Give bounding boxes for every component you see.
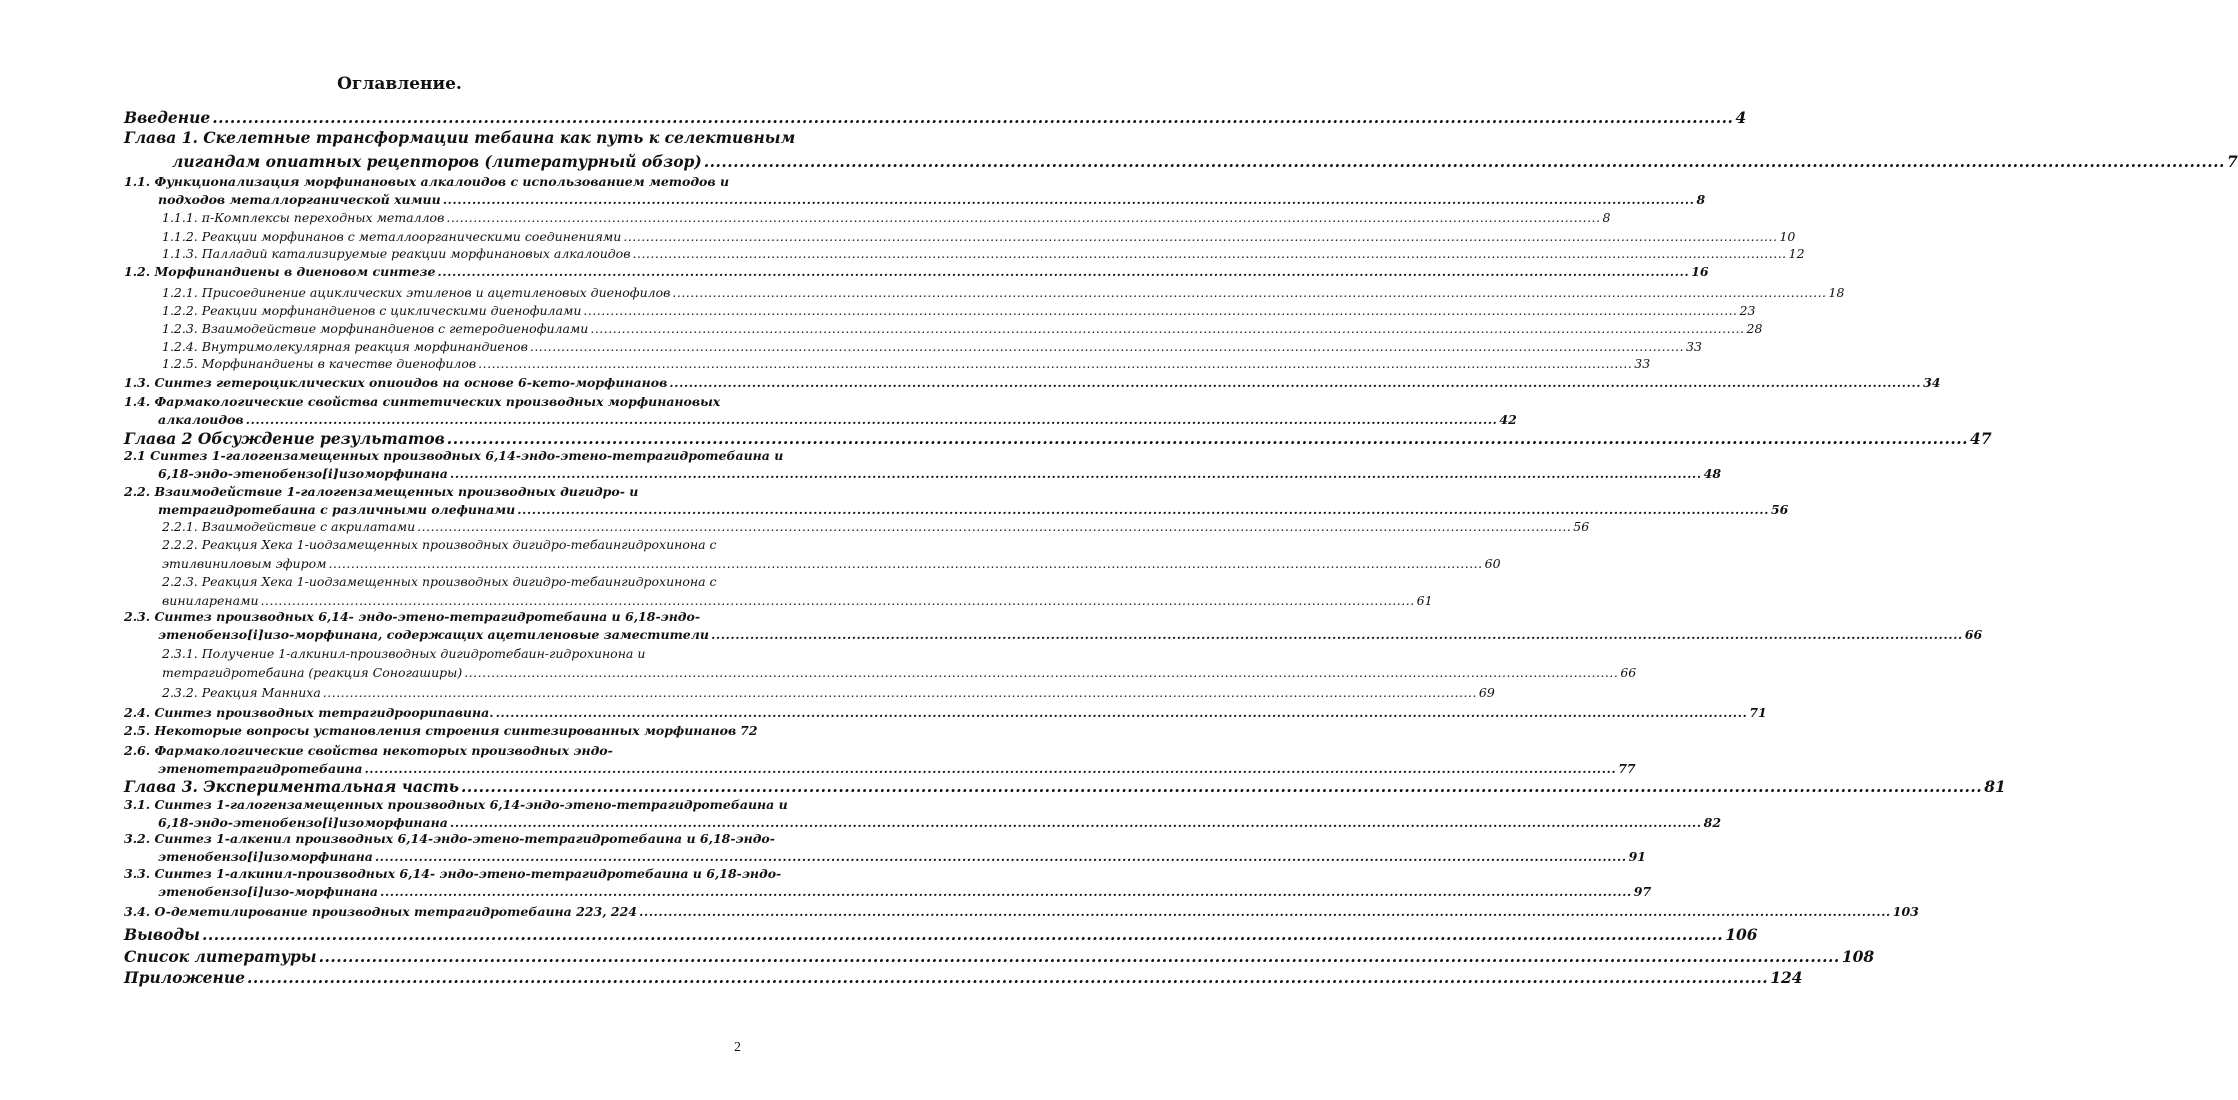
toc-entry-text: 1.3. Синтез гетероциклических опиоидов на основе 6-кето-морфинанов — [124, 375, 668, 390]
toc-entry[interactable] — [124, 866, 1652, 902]
toc-entry[interactable] — [124, 968, 1803, 992]
toc-page-number: 33 — [1686, 339, 1702, 354]
toc-page-number: 33 — [1634, 356, 1651, 371]
toc-entry-text: 3.2. Синтез 1-алкенил производных 6,14-эндо-этено-тетрагидротебаина и 6,18-эндо- — [124, 831, 775, 846]
dot-leader — [212, 108, 1733, 127]
toc-entry-text: подходов металлорганической химии — [158, 192, 441, 207]
toc-page-number: 106 — [1725, 925, 1758, 944]
dot-leader — [478, 356, 1632, 371]
toc-entry-text: 2.2.2. Реакция Хека 1-иодзамещенных производных дигидро-тебаингидрохинона с — [162, 537, 717, 552]
toc-page-number: 47 — [1970, 429, 1992, 448]
dot-leader — [461, 777, 1982, 796]
toc-entry-text: Глава 1. Скелетные трансформации тебаина как путь к селективным — [124, 128, 796, 147]
toc-page-number: 56 — [1573, 519, 1590, 534]
toc-entry-text: 1.1.1. π-Комплексы переходных металлов — [162, 210, 445, 225]
dot-leader — [639, 904, 1891, 919]
toc-entry-text: этенобензо[i]изо-морфинана, содержащих ацетиленовые заместители — [158, 627, 709, 642]
toc-page-number: 10 — [1779, 229, 1796, 244]
toc-page-number: 7 — [2226, 152, 2238, 171]
toc-page-number: 42 — [1499, 412, 1517, 427]
dot-leader — [672, 285, 1826, 300]
toc-entry-text: Глава 2 Обсуждение результатов — [124, 429, 445, 448]
toc-entry-text: этилвиниловым эфиром — [162, 556, 327, 571]
toc-page-number: 16 — [1691, 264, 1709, 279]
toc-entry[interactable] — [162, 685, 1495, 704]
toc-entry[interactable] — [162, 210, 1611, 229]
toc-entry-text: тетрагидротебаина (реакция Соногаширы) — [162, 665, 463, 680]
toc-page-number: 82 — [1703, 815, 1722, 830]
dot-leader — [583, 303, 1737, 318]
dot-leader — [704, 152, 2225, 171]
toc-entry[interactable] — [124, 705, 1767, 723]
toc-page-number: 34 — [1923, 375, 1941, 390]
dot-leader — [446, 210, 1600, 225]
toc-entry-text: этенобензо[i]изоморфинана — [158, 849, 373, 864]
dot-leader — [464, 665, 1618, 680]
toc-page-number: 18 — [1828, 285, 1845, 300]
toc-entry-text: 2.3. Синтез производных 6,14- эндо-этено-тетрагидротебаина и 6,18-эндо- — [124, 609, 701, 624]
toc-entry[interactable] — [124, 609, 1983, 645]
toc-page-number: 77 — [1618, 761, 1636, 776]
toc-page-number: 72 — [740, 723, 758, 738]
toc-entry-text: Глава 3. Экспериментальная часть — [124, 777, 459, 796]
dot-leader — [590, 321, 1744, 336]
toc-page-number: 66 — [1964, 627, 1983, 642]
dot-leader — [450, 466, 1702, 481]
toc-entry[interactable] — [162, 285, 1845, 304]
dot-leader — [530, 339, 1684, 354]
dot-leader — [437, 264, 1689, 279]
toc-entry[interactable] — [124, 448, 1722, 484]
toc-entry-text: 6,18-эндо-этенобензо[i]изоморфинана — [158, 466, 448, 481]
toc-page-number: 48 — [1703, 466, 1722, 481]
dot-leader — [450, 815, 1702, 830]
toc-entry-text: 2.6. Фармакологические свойства некоторых производных эндо- — [124, 743, 613, 758]
toc-page-number: 66 — [1620, 665, 1637, 680]
toc-entry[interactable] — [162, 574, 1433, 612]
toc-entry[interactable] — [124, 174, 1706, 210]
dot-leader — [517, 502, 1769, 517]
toc-entry[interactable] — [124, 723, 758, 741]
toc-entry[interactable] — [162, 519, 1590, 538]
toc-entry-text: Введение — [124, 108, 211, 127]
dot-leader — [247, 968, 1768, 987]
toc-page-number: 23 — [1739, 303, 1756, 318]
toc-entry-text: Список литературы — [124, 947, 317, 966]
toc-entry[interactable] — [124, 925, 1758, 949]
toc-entry-text: 2.5. Некоторые вопросы установления строения синтезированных морфинанов — [124, 723, 737, 738]
toc-entry-text: 2.4. Синтез производных тетрагидроорипавина. — [124, 705, 494, 720]
toc-page-number: 8 — [1696, 192, 1706, 207]
dot-leader — [669, 375, 1921, 390]
dot-leader — [417, 519, 1571, 534]
toc-entry-text: этенобензо[i]изо-морфинана — [158, 884, 379, 899]
toc-entry-text: 6,18-эндо-этенобензо[i]изоморфинана — [158, 815, 448, 830]
toc-page-number: 8 — [1602, 210, 1611, 225]
dot-leader — [328, 556, 1482, 571]
dot-leader — [711, 627, 1963, 642]
toc-page-number: 81 — [1984, 777, 2006, 796]
toc-entry-text: 3.3. Синтез 1-алкинил-производных 6,14- эндо-этено-тетрагидротебаина и 6,18-эндо- — [124, 866, 782, 881]
toc-entry-text: Выводы — [124, 925, 200, 944]
dot-leader — [319, 947, 1840, 966]
dot-leader — [246, 412, 1498, 427]
toc-page-number: 103 — [1892, 904, 1919, 919]
toc-entry-text: 2.2.1. Взаимодействие с акрилатами — [162, 519, 416, 534]
toc-entry-text: 1.1.2. Реакции морфинанов с металлоорганическими соединениями — [162, 229, 622, 244]
toc-entry-text: 1.2.5. Морфинандиены в качестве диенофилов — [162, 356, 477, 371]
toc-page-number: 12 — [1788, 246, 1805, 261]
dot-leader — [375, 849, 1627, 864]
toc-entry[interactable] — [162, 321, 1763, 340]
toc-entry[interactable] — [162, 356, 1651, 375]
toc-entry[interactable] — [162, 303, 1756, 322]
toc-page-number: 69 — [1478, 685, 1495, 700]
toc-entry[interactable] — [124, 743, 1636, 779]
toc-entry-text: 1.2.2. Реакции морфинандиенов с циклическими диенофилами — [162, 303, 582, 318]
dot-leader — [364, 761, 1616, 776]
toc-entry-text: Приложение — [124, 968, 245, 987]
toc-entry[interactable] — [162, 537, 1501, 575]
dot-leader — [623, 229, 1777, 244]
toc-entry-text: лигандам опиатных рецепторов (литературный обзор) — [172, 152, 702, 171]
toc-page-number: 124 — [1770, 968, 1803, 987]
toc-entry-text: 1.2.1. Присоединение ациклических этиленов и ацетиленовых диенофилов — [162, 285, 671, 300]
toc-entry[interactable] — [124, 375, 1941, 393]
toc-entry[interactable] — [124, 394, 1517, 430]
toc-entry[interactable] — [124, 831, 1647, 867]
toc-entry-text: 1.1.3. Палладий катализируемые реакции морфинановых алкалоидов — [162, 246, 631, 261]
toc-entry[interactable] — [162, 246, 1805, 265]
toc-entry[interactable] — [124, 904, 1919, 922]
page-number: 2 — [734, 1040, 741, 1055]
toc-page-number: 61 — [1416, 593, 1433, 608]
toc-title: Оглавление. — [337, 74, 462, 94]
toc-entry-text: 3.1. Синтез 1-галогензамещенных производных 6,14-эндо-этено-тетрагидротебаина и — [124, 797, 788, 812]
dot-leader — [633, 246, 1787, 261]
toc-entry-text: 2.1 Синтез 1-галогензамещенных производных 6,14-эндо-этено-тетрагидротебаина и — [124, 448, 784, 463]
toc-entry-text: этенотетрагидротебаина — [158, 761, 363, 776]
toc-page-number: 56 — [1770, 502, 1789, 517]
toc-entry-text: 2.2.3. Реакция Хека 1-иодзамещенных производных дигидро-тебаингидрохинона с — [162, 574, 717, 589]
toc-page-number: 91 — [1628, 849, 1647, 864]
toc-page-number: 28 — [1746, 321, 1763, 336]
toc-entry[interactable] — [124, 797, 1722, 833]
dot-leader — [443, 192, 1695, 207]
toc-entry-text: 1.2.3. Взаимодействие морфинандиенов с гетеродиенофилами — [162, 321, 589, 336]
dot-leader — [380, 884, 1632, 899]
toc-page-number: 4 — [1735, 108, 1747, 127]
toc-page-number: 71 — [1749, 705, 1767, 720]
dot-leader — [323, 685, 1477, 700]
dot-leader — [202, 925, 1723, 944]
dot-leader — [496, 705, 1748, 720]
toc-page-number: 108 — [1841, 947, 1875, 966]
toc-entry-text: 1.4. Фармакологические свойства синтетических производных морфинановых — [124, 394, 721, 409]
toc-entry-text: 1.2.4. Внутримолекулярная реакция морфинандиенов — [162, 339, 528, 354]
dot-leader — [261, 593, 1415, 608]
toc-entry[interactable] — [162, 646, 1637, 684]
toc-entry-text: 3.4. O-деметилирование производных тетрагидротебаина 223, 224 — [124, 904, 637, 919]
dot-leader — [447, 429, 1968, 448]
toc-entry-text: 2.3.2. Реакция Манниха — [162, 685, 321, 700]
toc-entry-text: 1.1. Функционализация морфинановых алкалоидов с использованием методов и — [124, 174, 730, 189]
toc-entry-text: алкалоидов — [158, 412, 244, 427]
toc-entry[interactable] — [124, 128, 2238, 176]
toc-page-number: 97 — [1633, 884, 1652, 899]
toc-entry-text: 2.2. Взаимодействие 1-галогензамещенных производных дигидро- и — [124, 484, 639, 499]
toc-entry[interactable] — [124, 264, 1709, 282]
toc-entry[interactable] — [124, 484, 1789, 520]
toc-entry-text: 2.3.1. Получение 1-алкинил-производных дигидротебаин-гидрохинона и — [162, 646, 646, 661]
toc-entry-text: 1.2. Морфинандиены в диеновом синтезе — [124, 264, 436, 279]
toc-page-number: 60 — [1484, 556, 1501, 571]
toc-entry-text: виниларенами — [162, 593, 259, 608]
toc-entry-text: тетрагидротебаина с различными олефинами — [158, 502, 516, 517]
